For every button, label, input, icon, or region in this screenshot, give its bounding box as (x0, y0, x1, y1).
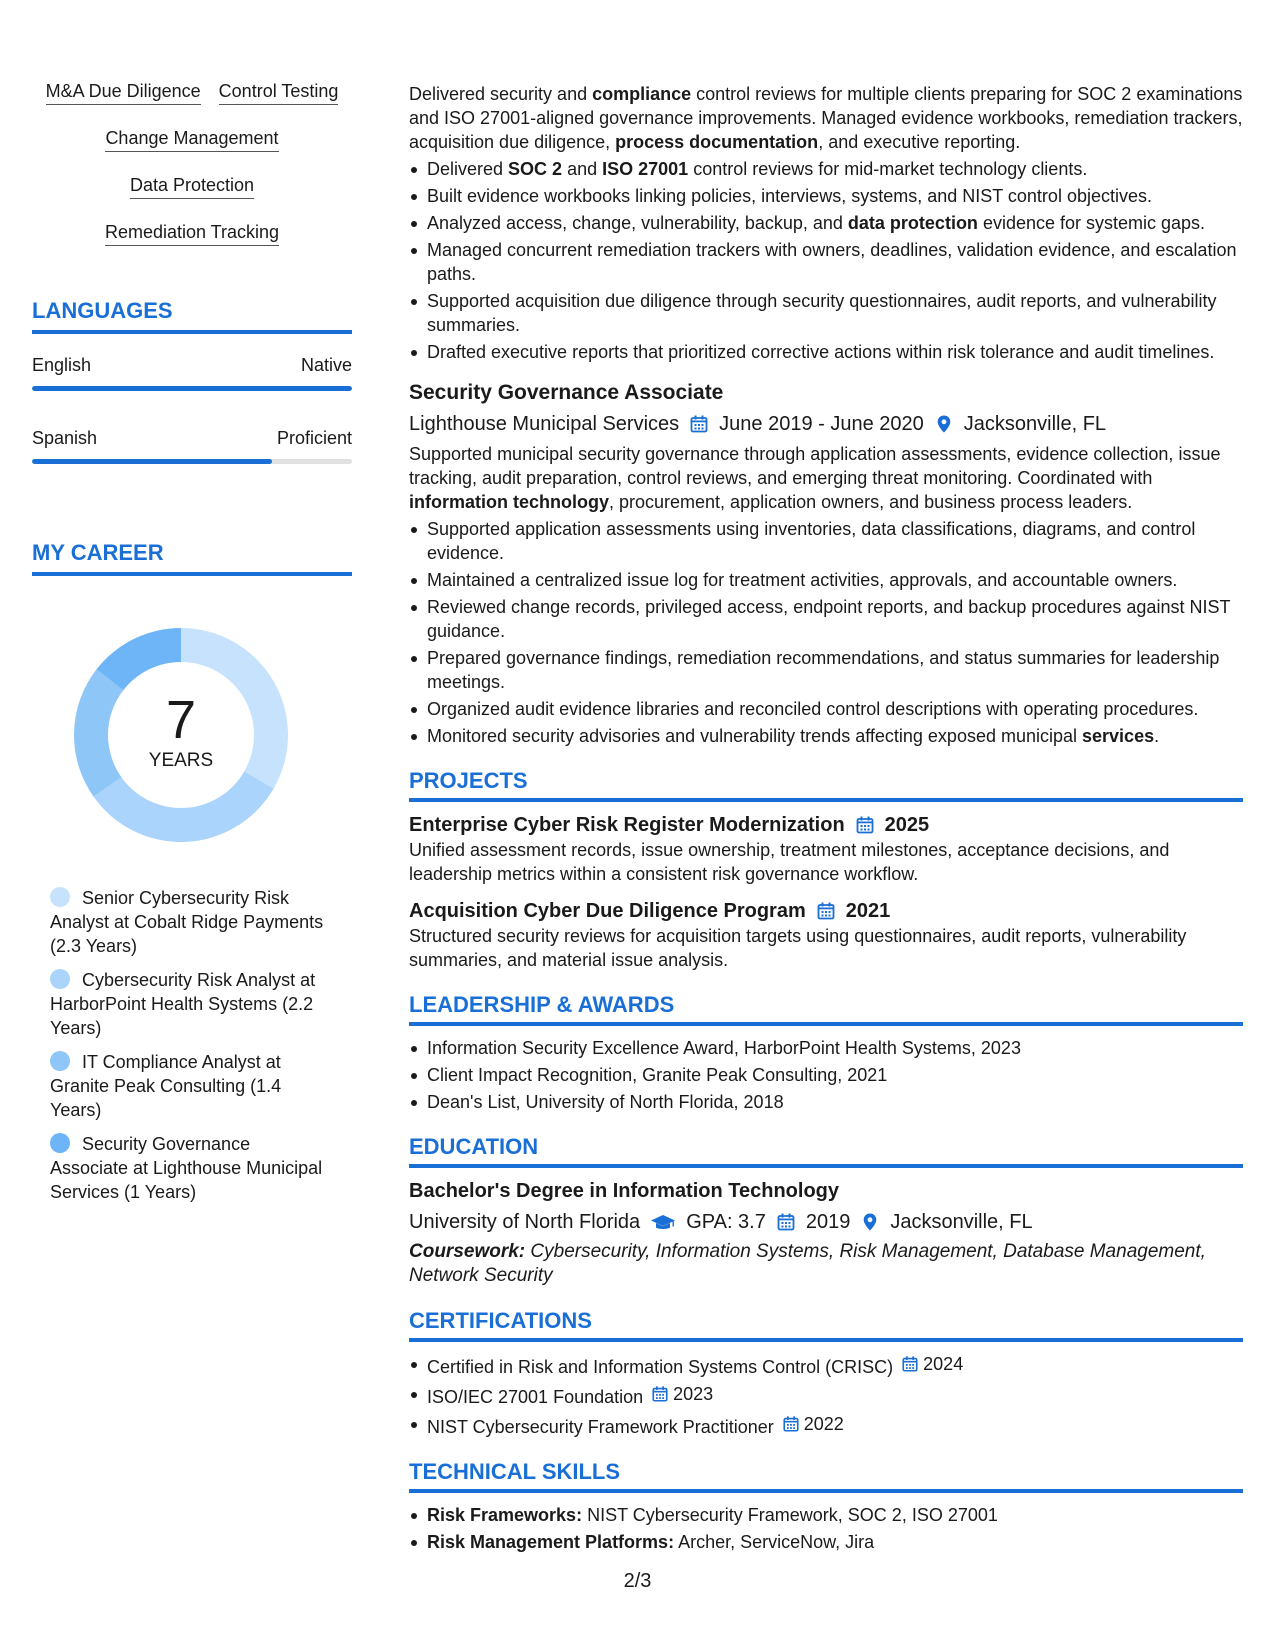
list-item: Supported acquisition due diligence through security questionnaires, audit reports, and vulnerability summaries. (409, 289, 1243, 337)
career-donut-segment (94, 772, 274, 843)
language-level: Native (300, 355, 352, 375)
skills-row (32, 174, 352, 199)
skill-tag: Change Management (105, 127, 278, 152)
skill-tag: Data Protection (130, 174, 254, 199)
cert-year: 2024 (923, 1354, 964, 1374)
legend-dot (50, 887, 70, 907)
cert-year: 2023 (673, 1384, 714, 1404)
job-meta (409, 410, 1243, 438)
list-item: Client Impact Recognition, Granite Peak Consulting, 2021 (409, 1063, 1243, 1087)
list-item: Organized audit evidence libraries and reconciled control descriptions with operating procedures. (409, 697, 1243, 721)
skill-tag: M&A Due Diligence (46, 80, 201, 105)
skill-tag: Control Testing (219, 80, 339, 105)
job-dates: June 2019 - June 2020 (719, 413, 924, 435)
career-heading: MY CAREER (32, 540, 352, 576)
career-donut-chart (66, 620, 296, 850)
list-item: Delivered SOC 2 and ISO 27001 control reviews for mid-market technology clients. (409, 157, 1243, 181)
project-year: 2021 (845, 900, 891, 922)
project-title: Enterprise Cyber Risk Register Modernization (409, 814, 845, 836)
job-bullets (409, 517, 1243, 748)
language-bar-fill (32, 459, 272, 464)
cert-name: ISO/IEC 27001 Foundation (427, 1387, 644, 1407)
career-legend-item (50, 1050, 332, 1122)
language-bar (32, 386, 352, 391)
career-legend-label: IT Compliance Analyst at Granite Peak Consulting (1.4 Years) (50, 1052, 282, 1120)
certifications-heading: CERTIFICATIONS (409, 1308, 1243, 1342)
skills-row (32, 127, 352, 152)
graduation-year: 2019 (805, 1211, 851, 1233)
job-title: Security Governance Associate (409, 381, 724, 404)
technical-skills-heading: TECHNICAL SKILLS (409, 1459, 1243, 1493)
cert-year: 2022 (803, 1414, 844, 1434)
career-legend-item (50, 886, 332, 958)
list-item: Monitored security advisories and vulnerability trends affecting exposed municipal services. (409, 724, 1243, 748)
language-level: Proficient (276, 428, 352, 448)
calendar-icon (776, 1212, 796, 1232)
career-legend-label: Cybersecurity Risk Analyst at HarborPoint Health Systems (2.2 Years) (50, 970, 316, 1038)
calendar-icon (855, 815, 875, 835)
calendar-icon (816, 901, 836, 921)
list-item: Risk Frameworks: NIST Cybersecurity Framework, SOC 2, ISO 27001 (409, 1503, 1243, 1527)
list-item (409, 1382, 1243, 1409)
certifications-list (409, 1352, 1243, 1439)
project-description: Structured security reviews for acquisition targets using questionnaires, audit reports, vulnerability summaries, and material issue analysis. (409, 926, 1187, 970)
languages-heading: LANGUAGES (32, 298, 352, 334)
legend-dot (50, 1051, 70, 1071)
list-item: Analyzed access, change, vulnerability, backup, and data protection evidence for systemic gaps. (409, 211, 1243, 235)
list-item: Prepared governance findings, remediation recommendations, and status summaries for leadership meetings. (409, 646, 1243, 694)
legend-dot (50, 1133, 70, 1153)
list-item: Built evidence workbooks linking policies, interviews, systems, and NIST control objectives. (409, 184, 1243, 208)
awards-heading: LEADERSHIP & AWARDS (409, 992, 1243, 1026)
list-item: Information Security Excellence Award, HarborPoint Health Systems, 2023 (409, 1036, 1243, 1060)
list-item: Reviewed change records, privileged access, endpoint reports, and backup procedures against NIST guidance. (409, 595, 1243, 643)
projects-heading: PROJECTS (409, 768, 1243, 802)
career-legend (32, 886, 352, 1204)
job-summary: Supported municipal security governance through application assessments, evidence collection, issue tracking, audit preparation, control reviews, and emerging threat monitoring. Coordinated with information technology, procurement, application owners, and business process leaders. (409, 444, 1221, 512)
career-years-label: YEARS (148, 750, 214, 771)
company-name: Lighthouse Municipal Services (409, 413, 680, 435)
main-content (409, 82, 1243, 1554)
career-legend-label: Security Governance Associate at Lighthouse Municipal Services (1 Years) (50, 1134, 323, 1202)
calendar-icon (782, 1415, 800, 1433)
map-pin-icon (934, 414, 954, 434)
project-title: Acquisition Cyber Due Diligence Program (409, 900, 806, 922)
language-item (32, 354, 352, 391)
career-legend-label: Senior Cybersecurity Risk Analyst at Cobalt Ridge Payments (2.3 Years) (50, 888, 324, 956)
technical-skills-list (409, 1503, 1243, 1554)
project-description: Unified assessment records, issue ownership, treatment milestones, acceptance decisions, and leadership metrics within a consistent risk governance workflow. (409, 840, 1170, 884)
skills-row (32, 221, 352, 246)
graduation-cap-icon (650, 1212, 676, 1232)
language-bar-fill (32, 386, 352, 391)
career-legend-item (50, 1132, 332, 1204)
list-item: Supported application assessments using inventories, data classifications, diagrams, and control evidence. (409, 517, 1243, 565)
sidebar (32, 80, 352, 1214)
career-legend-item (50, 968, 332, 1040)
list-item (409, 1352, 1243, 1379)
degree-title: Bachelor's Degree in Information Technology (409, 1180, 840, 1202)
project-year: 2025 (884, 814, 930, 836)
education-heading: EDUCATION (409, 1134, 1243, 1168)
skill-tag: Remediation Tracking (105, 221, 279, 246)
career-total-years: 7 (165, 690, 197, 750)
language-name: English (32, 355, 92, 375)
project-item (409, 812, 1243, 886)
legend-dot (50, 969, 70, 989)
job-location: Jacksonville, FL (963, 413, 1107, 435)
page-indicator: 2/3 (623, 1570, 652, 1592)
language-name: Spanish (32, 428, 98, 448)
school-location: Jacksonville, FL (890, 1211, 1033, 1233)
gpa: GPA: 3.7 (686, 1211, 766, 1233)
list-item: Dean's List, University of North Florida, 2018 (409, 1090, 1243, 1114)
education-meta (409, 1208, 1243, 1236)
language-bar (32, 459, 352, 464)
school-name: University of North Florida (409, 1211, 641, 1233)
list-item: Drafted executive reports that prioritized corrective actions within risk tolerance and audit timelines. (409, 340, 1243, 364)
skills-tags (32, 80, 352, 246)
awards-list (409, 1036, 1243, 1114)
calendar-icon (651, 1385, 669, 1403)
job-summary: Delivered security and compliance control reviews for multiple clients preparing for SOC 2 examinations and ISO 27001-aligned governance improvements. Managed evidence workbooks, remediation trackers, acquisition due diligence, process documentation, and executive reporting. (409, 84, 1243, 152)
list-item (409, 1412, 1243, 1439)
calendar-icon (901, 1355, 919, 1373)
project-item (409, 898, 1243, 972)
language-item (32, 427, 352, 464)
skills-row (32, 80, 352, 105)
list-item: Maintained a centralized issue log for treatment activities, approvals, and accountable owners. (409, 568, 1243, 592)
list-item: Risk Management Platforms: Archer, ServiceNow, Jira (409, 1530, 1243, 1554)
cert-name: NIST Cybersecurity Framework Practitioner (427, 1417, 774, 1437)
cert-name: Certified in Risk and Information Systems Control (CRISC) (427, 1357, 894, 1377)
map-pin-icon (860, 1212, 880, 1232)
job-bullets (409, 157, 1243, 364)
list-item: Managed concurrent remediation trackers with owners, deadlines, validation evidence, and escalation paths. (409, 238, 1243, 286)
calendar-icon (689, 414, 709, 434)
coursework: Coursework: Cybersecurity, Information Systems, Risk Management, Database Management, Network Security (409, 1241, 1206, 1286)
